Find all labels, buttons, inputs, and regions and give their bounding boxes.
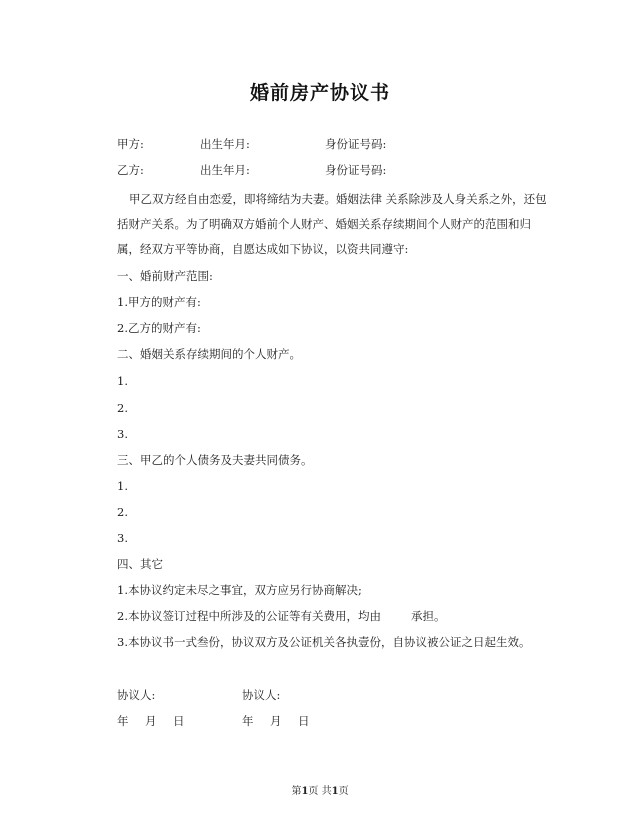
list-item: 1.	[117, 479, 128, 493]
fee-bearer-tail: 承担。	[411, 609, 446, 623]
party-b-id-label: 身份证号码:	[325, 163, 387, 177]
signatory-label-a: 协议人:	[117, 688, 156, 702]
footer-total-pages: 1	[331, 786, 339, 797]
footer-suffix: 页	[338, 786, 349, 797]
list-item: 2.	[117, 401, 128, 415]
party-a-birth-label: 出生年月:	[200, 137, 250, 151]
section-heading: 一、婚前财产范围:	[117, 269, 213, 283]
party-a-id-label: 身份证号码:	[325, 137, 387, 151]
date-year-a: 年	[117, 714, 129, 728]
date-month-a: 月	[145, 714, 157, 728]
list-item: 3.	[117, 531, 128, 545]
footer-page-number: 1	[301, 786, 309, 797]
footer-prefix: 第	[291, 786, 302, 797]
document-title: 婚前房产协议书	[249, 82, 390, 104]
section-heading: 四、其它	[117, 557, 163, 571]
list-item: 1.本协议约定未尽之事宜，双方应另行协商解决;	[117, 583, 362, 597]
list-item: 2.本协议签订过程中所涉及的公证等有关费用，均由	[117, 609, 381, 623]
footer-middle: 页 共	[308, 786, 332, 797]
page-footer	[0, 782, 640, 797]
section-heading: 三、甲乙的个人债务及夫妻共同债务。	[117, 453, 313, 467]
list-item: 3.本协议书一式叁份，协议双方及公证机关各执壹份，自协议被公证之日起生效。	[117, 635, 531, 649]
date-day-b: 日	[298, 714, 310, 728]
list-item: 1.	[117, 374, 128, 388]
party-a-label: 甲方:	[117, 137, 144, 151]
date-day-a: 日	[173, 714, 185, 728]
date-year-b: 年	[242, 714, 254, 728]
list-item: 3.	[117, 427, 128, 441]
intro-paragraph: 甲乙双方经自由恋爱，即将缔结为夫妻。婚姻法律 关系除涉及人身关系之外，还包括财产关系。为了明确双方婚前个人财产、婚姻关系存续期间个人财产的范围和归属，经双方平等协商，自愿达成如下协议，以资共同遵守:	[117, 192, 547, 256]
date-month-b: 月	[270, 714, 282, 728]
list-item: 1.甲方的财产有:	[117, 295, 201, 309]
section-heading: 二、婚姻关系存续期间的个人财产。	[117, 347, 301, 361]
list-item: 2.	[117, 505, 128, 519]
signatory-label-b: 协议人:	[242, 688, 281, 702]
list-item: 2.乙方的财产有:	[117, 321, 201, 335]
party-b-birth-label: 出生年月:	[200, 163, 250, 177]
party-b-label: 乙方:	[117, 163, 144, 177]
